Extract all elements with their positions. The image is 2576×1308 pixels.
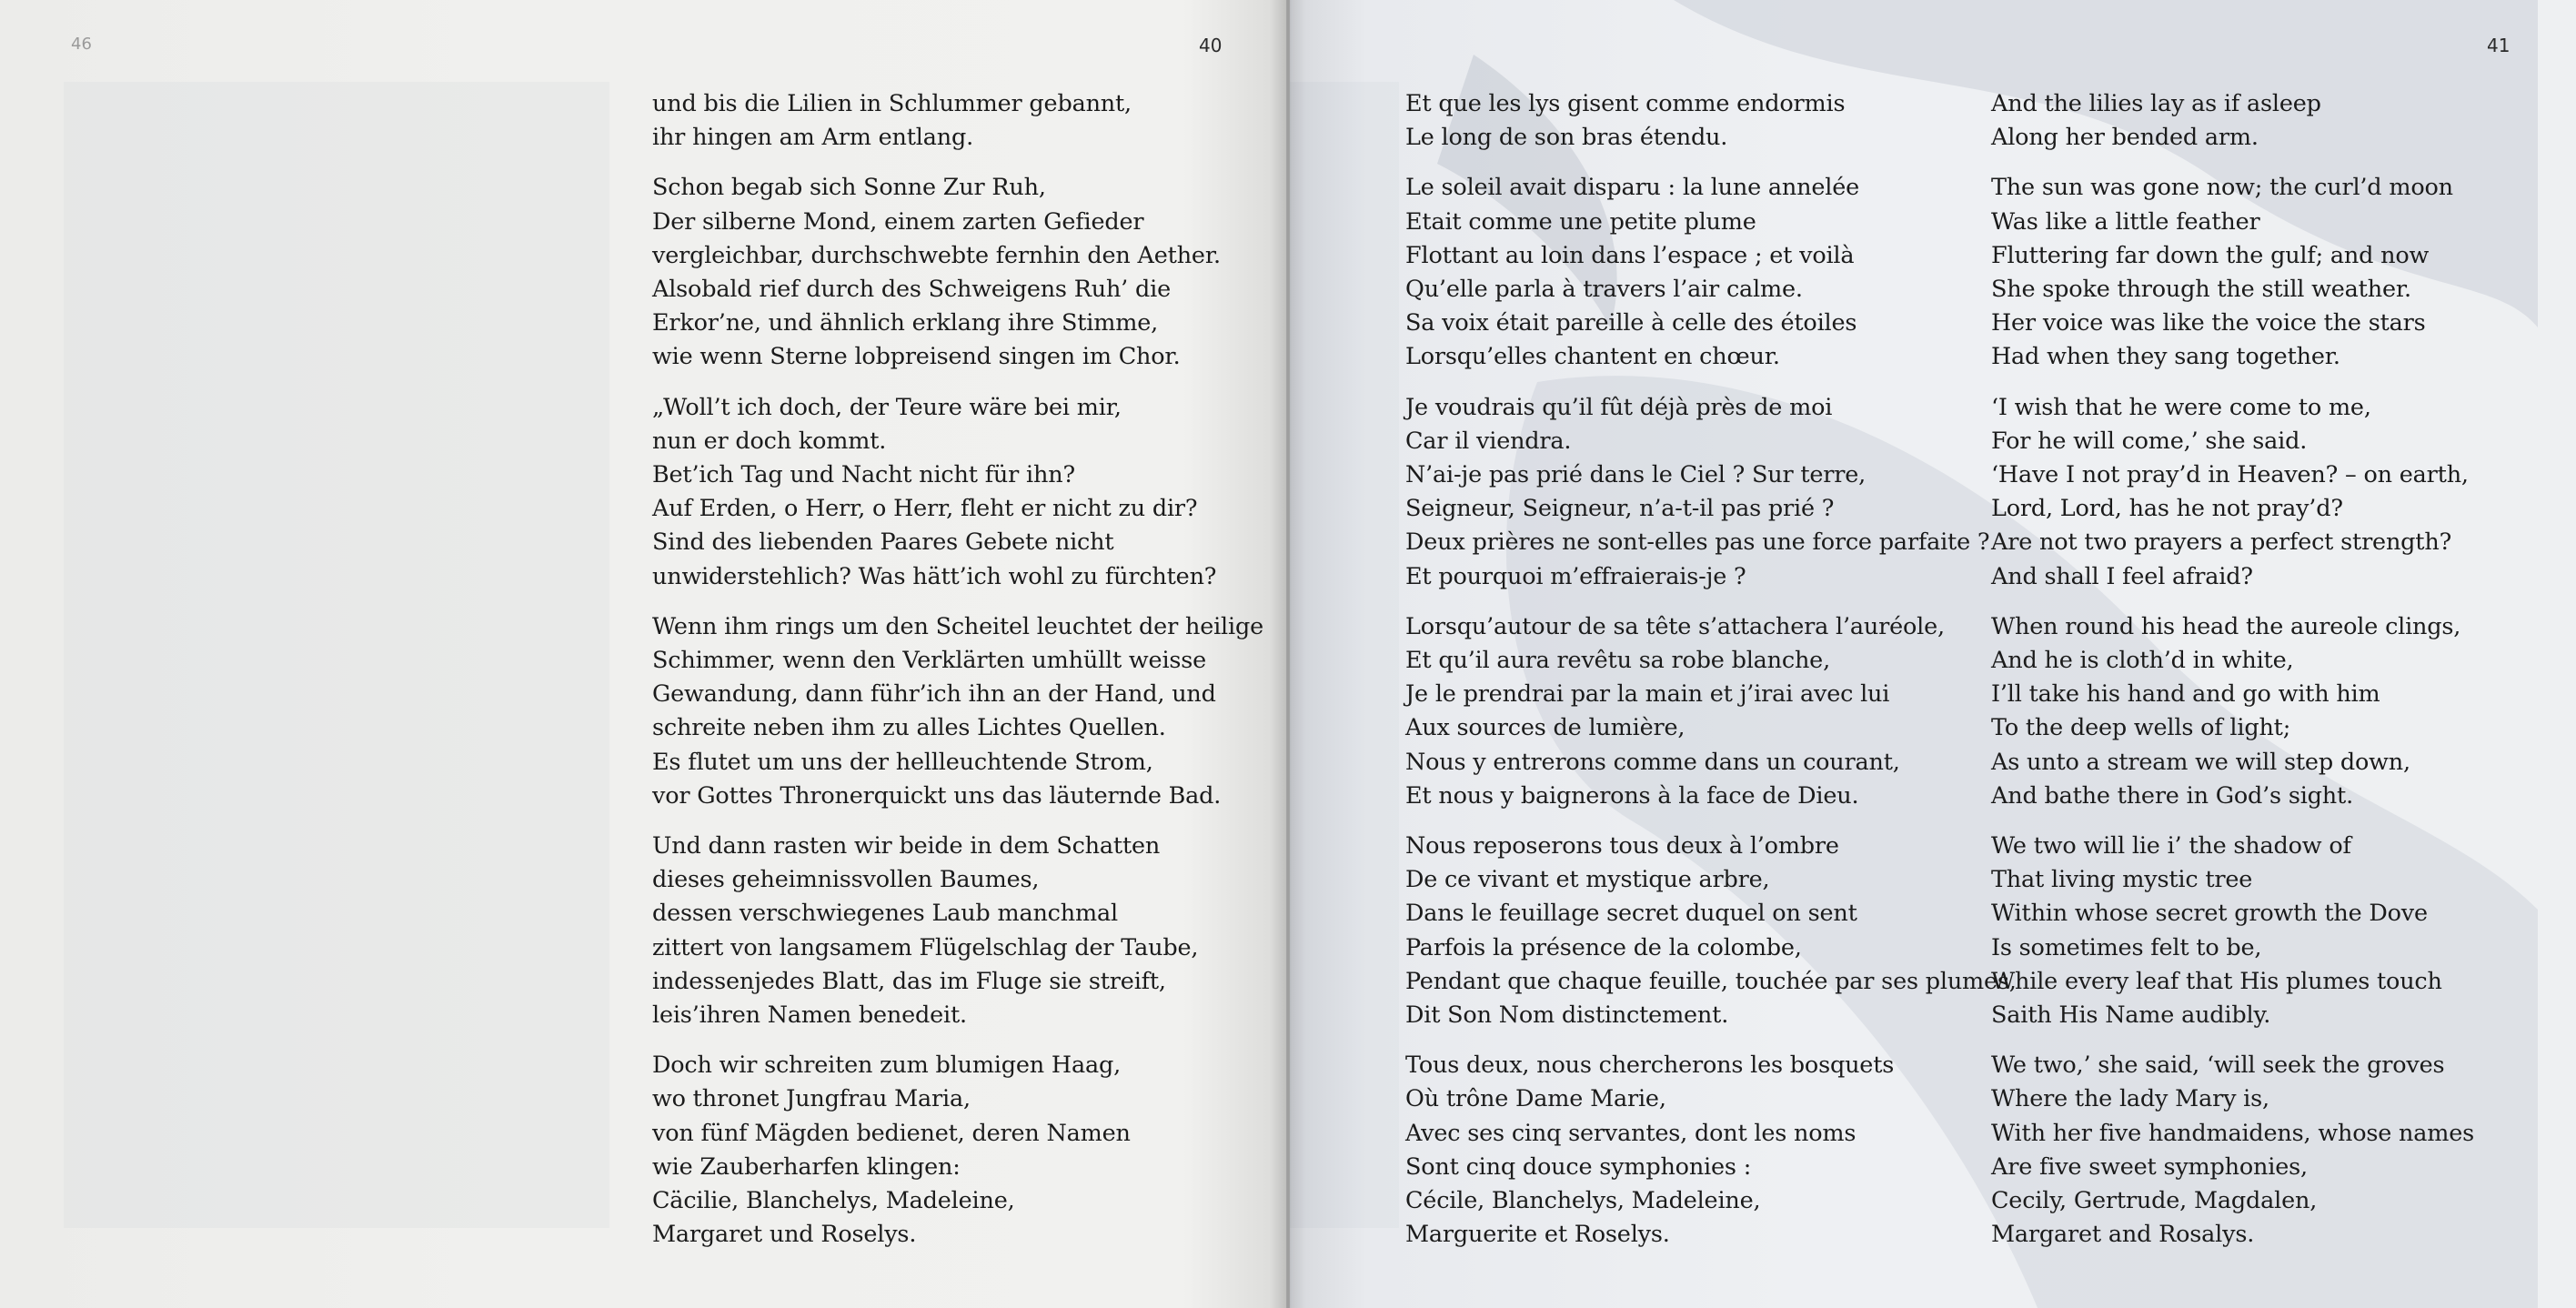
verse-line: And the lilies lay as if asleep (1991, 90, 2321, 117)
verse-line: Et nous y baignerons à la face de Dieu. (1405, 781, 1859, 810)
verse-line: The sun was gone now; the curl’d moon (1991, 174, 2453, 202)
show-through-text-area (1290, 82, 1399, 1228)
verse-line: Pendant que chaque feuille, touchée par ses plumes, (1405, 967, 2017, 995)
stanza (1991, 1049, 2537, 1252)
stanza (1405, 1049, 1951, 1252)
verse-line: Où trône Dame Marie, (1405, 1085, 1666, 1113)
verse-line: unwiderstehlich? Was hätt’ich wohl zu fürchten? (652, 562, 1217, 590)
verse-line: Auf Erden, o Herr, o Herr, fleht er nicht zu dir? (652, 495, 1198, 523)
verse-line: Cecily, Gertrude, Magdalen, (1991, 1187, 2318, 1215)
verse-line: Bet’ich Tag und Nacht nicht für ihn? (652, 461, 1075, 489)
verse-line: Deux prières ne sont-elles pas une force parfaite ? (1405, 528, 1990, 557)
verse-line: While every leaf that His plumes touch (1991, 967, 2442, 995)
verse-line: wo thronet Jungfrau Maria, (652, 1085, 971, 1113)
stanza (652, 1049, 1253, 1252)
stanza (652, 391, 1253, 594)
stanza (1991, 391, 2537, 594)
verse-line: schreite neben ihm zu alles Lichtes Quellen. (652, 714, 1166, 742)
verse-line: wie wenn Sterne lobpreisend singen im Chor. (652, 343, 1181, 371)
verse-line: Etait comme une petite plume (1405, 207, 1756, 236)
verse-line: Had when they sang together. (1991, 343, 2340, 371)
page-number-right: 41 (2487, 35, 2511, 56)
verse-line: N’ai-je pas prié dans le Ciel ? Sur terre, (1405, 461, 1867, 489)
verse-line: Car il viendra. (1405, 427, 1572, 455)
verse-line: To the deep wells of light; (1991, 714, 2291, 742)
stanza (1405, 171, 1951, 374)
verse-line: Schon begab sich Sonne Zur Ruh, (652, 174, 1046, 202)
stanza (1405, 830, 2017, 1032)
verse-line: Es flutet um uns der hellleuchtende Strom, (652, 748, 1153, 776)
verse-line: And shall I feel afraid? (1991, 562, 2253, 590)
stanza (1991, 87, 2537, 155)
verse-line: Sa voix était pareille à celle des étoiles (1405, 309, 1857, 337)
verse-line: That living mystic tree (1991, 866, 2253, 894)
verse-line: And bathe there in God’s sight. (1991, 781, 2353, 810)
english-text-column (1991, 87, 2537, 1269)
verse-line: vor Gottes Thronerquickt uns das läuternde Bad. (652, 781, 1222, 810)
show-through-text-area (64, 82, 609, 1228)
verse-line: We two will lie i’ the shadow of (1991, 832, 2351, 860)
verse-line: Aux sources de lumière, (1405, 714, 1685, 742)
verse-line: De ce vivant et mystique arbre, (1405, 866, 1770, 894)
verse-line: Marguerite et Roselys. (1405, 1221, 1670, 1249)
verse-line: Nous y entrerons comme dans un courant, (1405, 748, 1900, 776)
verse-line: zittert von langsamem Flügelschlag der Taube, (652, 933, 1199, 961)
verse-line: „Woll’t ich doch, der Teure wäre bei mir, (652, 393, 1122, 421)
verse-line: Sind des liebenden Paares Gebete nicht (652, 528, 1114, 557)
verse-line: Lorsqu’elles chantent en chœur. (1405, 343, 1780, 371)
verse-line: And he is cloth’d in white, (1991, 647, 2294, 675)
verse-line: Le soleil avait disparu : la lune annelée (1405, 174, 1859, 202)
verse-line: Et que les lys gisent comme endormis (1405, 90, 1846, 117)
verse-line: Avec ses cinq servantes, dont les noms (1405, 1119, 1857, 1147)
verse-line: Et qu’il aura revêtu sa robe blanche, (1405, 647, 1830, 675)
verse-line: When round his head the aureole clings, (1991, 612, 2461, 640)
verse-line: Gewandung, dann führ’ich ihn an der Hand, und (652, 680, 1216, 709)
verse-line: dieses geheimnissvollen Baumes, (652, 866, 1040, 894)
verse-line: Et pourquoi m’effraierais-je ? (1405, 562, 1746, 590)
verse-line: Lorsqu’autour de sa tête s’attachera l’auréole, (1405, 612, 1945, 640)
verse-line: Flottant au loin dans l’espace ; et voilà (1405, 241, 1855, 269)
verse-line: vergleichbar, durchschwebte fernhin den Aether. (652, 241, 1221, 269)
stanza (652, 87, 1253, 155)
verse-line: und bis die Lilien in Schlummer gebannt, (652, 90, 1132, 117)
verse-line: dessen verschwiegenes Laub manchmal (652, 900, 1118, 928)
stanza (652, 171, 1253, 374)
verse-line: von fünf Mägden bedienet, deren Namen (652, 1119, 1131, 1147)
verse-line: Dit Son Nom distinctement. (1405, 1001, 1729, 1030)
verse-line: Je le prendrai par la main et j’irai avec lui (1405, 680, 1890, 709)
stanza (1405, 87, 1951, 155)
verse-line: Margaret und Roselys. (652, 1221, 917, 1249)
verse-line: Are five sweet symphonies, (1991, 1152, 2308, 1181)
verse-line: Is sometimes felt to be, (1991, 933, 2262, 961)
verse-line: wie Zauberharfen klingen: (652, 1152, 961, 1181)
stanza (652, 830, 1253, 1032)
verse-line: Qu’elle parla à travers l’air calme. (1405, 276, 1803, 304)
stanza (1405, 391, 1990, 594)
verse-line: Sont cinq douce symphonies : (1405, 1152, 1752, 1181)
verse-line: Alsobald rief durch des Schweigens Ruh’ die (652, 276, 1171, 304)
verse-line: Wenn ihm rings um den Scheitel leuchtet der heilige (652, 612, 1263, 640)
verse-line: Nous reposerons tous deux à l’ombre (1405, 832, 1839, 860)
verse-line: Was like a little feather (1991, 207, 2260, 236)
verse-line: We two,’ she said, ‘will seek the groves (1991, 1051, 2445, 1080)
verse-line: Je voudrais qu’il fût déjà près de moi (1405, 393, 1833, 421)
verse-line: Doch wir schreiten zum blumigen Haag, (652, 1051, 1121, 1080)
verse-line: Where the lady Mary is, (1991, 1085, 2269, 1113)
verse-line: ‘I wish that he were come to me, (1991, 393, 2371, 421)
corner-mark: 46 (71, 35, 92, 54)
verse-line: Margaret and Rosalys. (1991, 1221, 2255, 1249)
verse-line: Cäcilie, Blanchelys, Madeleine, (652, 1187, 1015, 1215)
stanza (1991, 610, 2537, 813)
verse-line: Erkor’ne, und ähnlich erklang ihre Stimme, (652, 309, 1159, 337)
stanza (1991, 830, 2537, 1032)
verse-line: Schimmer, wenn den Verklärten umhüllt weisse (652, 647, 1207, 675)
verse-line: Dans le feuillage secret duquel on sent (1405, 900, 1857, 928)
verse-line: As unto a stream we will step down, (1991, 748, 2410, 776)
verse-line: Fluttering far down the gulf; and now (1991, 241, 2430, 269)
german-text-column (652, 87, 1263, 1269)
verse-line: Und dann rasten wir beide in dem Schatten (652, 832, 1161, 860)
verse-line: She spoke through the still weather. (1991, 276, 2411, 304)
verse-line: indessenjedes Blatt, das im Fluge sie streift, (652, 967, 1166, 995)
verse-line: Der silberne Mond, einem zarten Gefieder (652, 207, 1144, 236)
verse-line: ihr hingen am Arm entlang. (652, 124, 973, 152)
page-number-left: 40 (1199, 35, 1223, 56)
verse-line: Cécile, Blanchelys, Madeleine, (1405, 1187, 1761, 1215)
verse-line: Lord, Lord, has he not pray’d? (1991, 495, 2343, 523)
french-text-column (1405, 87, 2017, 1269)
verse-line: For he will come,’ she said. (1991, 427, 2308, 455)
verse-line: nun er doch kommt. (652, 427, 887, 455)
verse-line: leis’ihren Namen benedeit. (652, 1001, 967, 1030)
verse-line: Are not two prayers a perfect strength? (1991, 528, 2452, 557)
verse-line: Within whose secret growth the Dove (1991, 900, 2428, 928)
verse-line: Her voice was like the voice the stars (1991, 309, 2426, 337)
verse-line: Saith His Name audibly. (1991, 1001, 2271, 1030)
verse-line: I’ll take his hand and go with him (1991, 680, 2380, 709)
verse-line: Seigneur, Seigneur, n’a-t-il pas prié ? (1405, 495, 1835, 523)
stanza (1405, 610, 1951, 813)
verse-line: Parfois la présence de la colombe, (1405, 933, 1802, 961)
verse-line: Tous deux, nous chercherons les bosquets (1405, 1051, 1895, 1080)
stanza (652, 610, 1263, 813)
stanza (1991, 171, 2537, 374)
verse-line: Le long de son bras étendu. (1405, 124, 1728, 152)
verse-line: Along her bended arm. (1991, 124, 2259, 152)
verse-line: With her five handmaidens, whose names (1991, 1119, 2475, 1147)
verse-line: ‘Have I not pray’d in Heaven? – on earth, (1991, 461, 2469, 489)
